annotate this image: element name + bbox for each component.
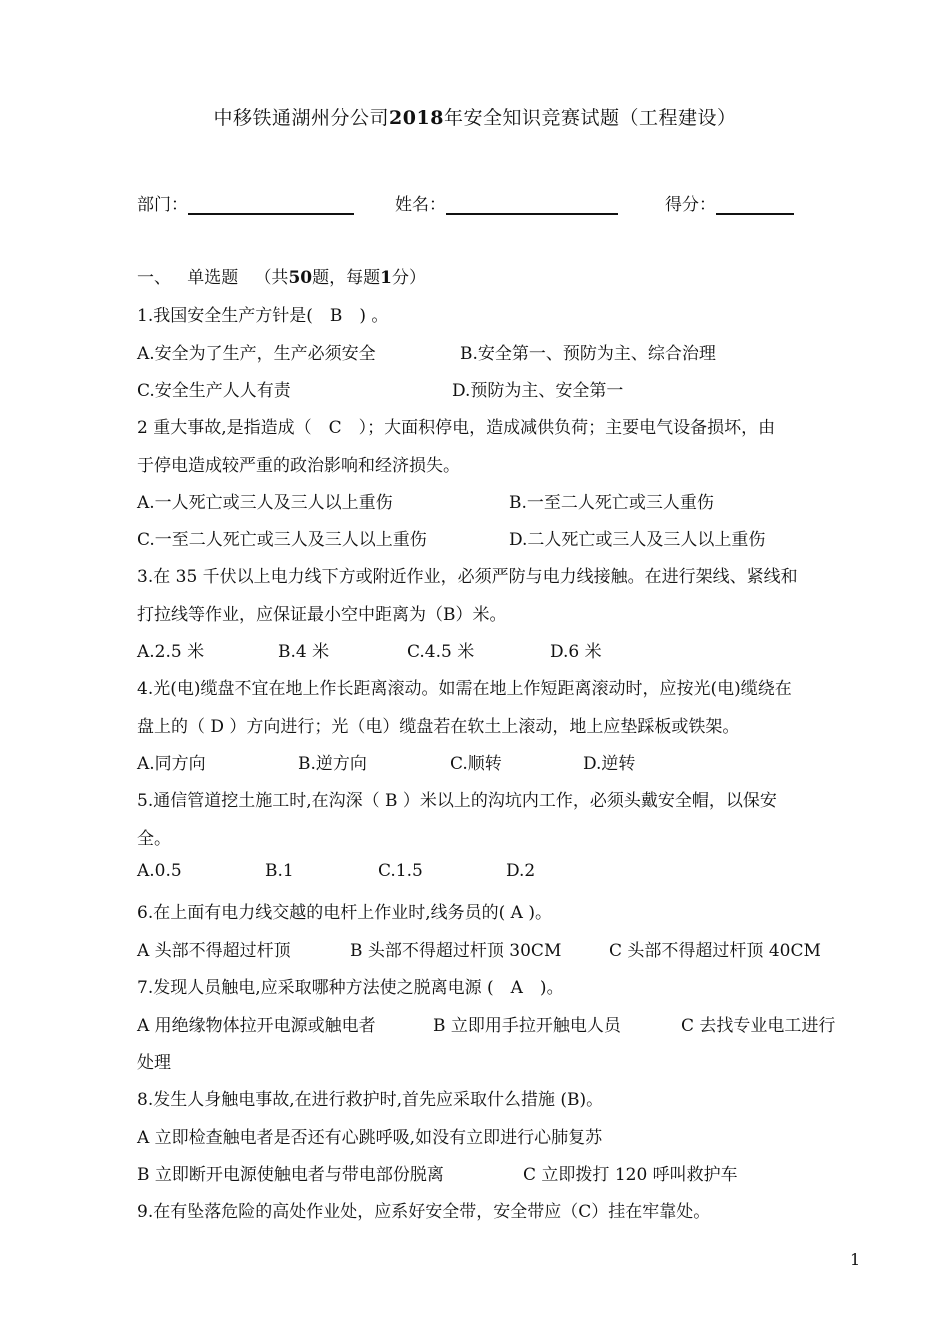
question-2-line-1: 2 重大事故,是指造成（ C ）；大面积停电，造成减供负荷；主要电气设备损坏，由 (137, 418, 776, 438)
q3-option-a: A.2.5 米 (137, 642, 205, 662)
dept-label: 部门： (137, 195, 188, 215)
q2-option-c: C.一至二人死亡或三人及三人以上重伤 (137, 530, 427, 550)
question-1: 1.我国安全生产方针是( B ) 。 (137, 306, 389, 326)
section-note-b: 题，每题 (312, 268, 381, 288)
section-note-c: 分） (391, 268, 426, 288)
section-count: 50 (288, 268, 313, 288)
q8-option-a: A 立即检查触电者是否还有心跳呼吸,如没有立即进行心肺复苏 (137, 1128, 603, 1148)
q3-option-d: D.6 米 (550, 642, 602, 662)
q3-option-b: B.4 米 (278, 642, 330, 662)
q7-option-c: C 去找专业电工进行 (681, 1016, 836, 1036)
q3-option-c: C.4.5 米 (407, 642, 475, 662)
title-year: 2018 (389, 107, 444, 129)
section-number: 一、 (137, 268, 171, 288)
question-3-line-2: 打拉线等作业，应保证最小空中距离为（B）米。 (137, 605, 507, 625)
section-heading (137, 263, 426, 288)
score-field (665, 190, 794, 215)
question-4-line-2: 盘上的（ D ）方向进行；光（电）缆盘若在软土上滚动，地上应垫踩板或铁架。 (137, 717, 740, 737)
q2-option-d: D.二人死亡或三人及三人以上重伤 (509, 530, 766, 550)
question-7: 7.发现人员触电,应采取哪种方法使之脱离电源 ( A )。 (137, 978, 564, 998)
section-label: 单选题 (187, 268, 239, 288)
score-blank[interactable] (716, 195, 794, 215)
question-9: 9.在有坠落危险的高处作业处，应系好安全带，安全带应（C）挂在牢靠处。 (137, 1202, 711, 1222)
q1-option-d: D.预防为主、安全第一 (452, 381, 624, 401)
q6-option-b: B 头部不得超过杆顶 30CM (350, 941, 562, 961)
title-suffix: 年安全知识竞赛试题（工程建设） (443, 107, 737, 129)
q5-option-d: D.2 (506, 861, 536, 881)
question-2-line-2: 于停电造成较严重的政治影响和经济损失。 (137, 456, 460, 476)
page-number: 1 (850, 1250, 861, 1269)
q6-option-a: A 头部不得超过杆顶 (137, 941, 291, 961)
score-label: 得分： (665, 195, 716, 215)
q7-option-a: A 用绝缘物体拉开电源或触电者 (137, 1016, 376, 1036)
section-note-a: （共 (254, 268, 289, 288)
q1-option-b: B.安全第一、预防为主、综合治理 (460, 344, 716, 364)
title-prefix: 中移铁通湖州分公司 (213, 107, 390, 129)
q6-option-c: C 头部不得超过杆顶 40CM (609, 941, 821, 961)
q4-option-d: D.逆转 (583, 754, 636, 774)
question-6: 6.在上面有电力线交越的电杆上作业时,线务员的( A )。 (137, 903, 552, 923)
question-8: 8.发生人身触电事故,在进行救护时,首先应采取什么措施 (B)。 (137, 1090, 604, 1110)
q5-option-b: B.1 (265, 861, 294, 881)
dept-field (137, 190, 354, 215)
question-5-line-1: 5.通信管道挖土施工时,在沟深（ B ）米以上的沟坑内工作，必须头戴安全帽，以保安 (137, 791, 777, 811)
name-label: 姓名： (395, 195, 446, 215)
section-points: 1 (380, 268, 392, 288)
q7-option-c-continued: 处理 (137, 1053, 171, 1073)
dept-blank[interactable] (188, 195, 354, 215)
q8-option-b: B 立即断开电源使触电者与带电部份脱离 (137, 1165, 444, 1185)
q1-option-c: C.安全生产人人有责 (137, 381, 291, 401)
q4-option-b: B.逆方向 (298, 754, 367, 774)
q4-option-a: A.同方向 (137, 754, 206, 774)
name-blank[interactable] (446, 195, 618, 215)
question-4-line-1: 4.光(电)缆盘不宜在地上作长距离滚动。如需在地上作短距离滚动时，应按光(电)缆绕在 (137, 679, 792, 699)
question-5-line-2: 全。 (137, 829, 171, 849)
q7-option-b: B 立即用手拉开触电人员 (433, 1016, 621, 1036)
q2-option-b: B.一至二人死亡或三人重伤 (509, 493, 714, 513)
q5-option-c: C.1.5 (378, 861, 423, 881)
q4-option-c: C.顺转 (450, 754, 502, 774)
q8-option-c: C 立即拨打 120 呼叫救护车 (523, 1165, 738, 1185)
page-title (0, 103, 950, 130)
q1-option-a: A.安全为了生产，生产必须安全 (137, 344, 376, 364)
name-field (395, 190, 618, 215)
question-3-line-1: 3.在 35 千伏以上电力线下方或附近作业，必须严防与电力线接触。在进行架线、紧线和 (137, 567, 798, 587)
q5-option-a: A.0.5 (137, 861, 182, 881)
q2-option-a: A.一人死亡或三人及三人以上重伤 (137, 493, 393, 513)
